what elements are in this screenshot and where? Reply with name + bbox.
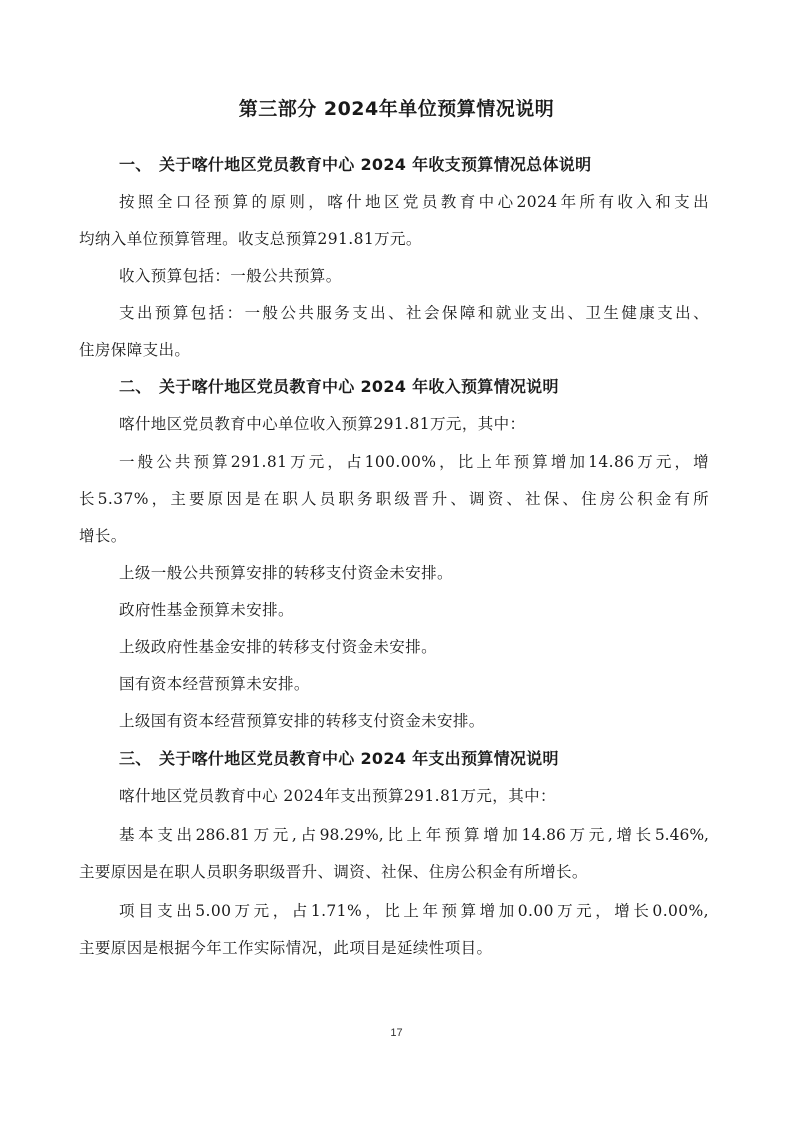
paragraph-line: 收入预算包括：一般公共预算。 <box>119 267 342 285</box>
section-heading-text: 关于喀什地区党员教育中心 2024 年支出预算情况说明 <box>159 749 559 768</box>
paragraph-line: 增长。 <box>79 527 127 545</box>
page-title: 第三部分 2024年单位预算情况说明 <box>238 98 555 120</box>
section-number: 一、 <box>119 155 152 174</box>
paragraph-line: 长5.37%，主要原因是在职人员职务职级晋升、调资、社保、住房公积金有所 <box>79 490 709 508</box>
paragraph-line: 项目支出5.00万元，占1.71%，比上年预算增加0.00万元，增长0.00%, <box>119 902 709 920</box>
paragraph-line: 均纳入单位预算管理。收支总预算291.81万元。 <box>79 230 422 248</box>
paragraph-line: 国有资本经营预算未安排。 <box>119 675 310 693</box>
section-number: 二、 <box>119 377 152 396</box>
paragraph-line: 喀什地区党员教育中心单位收入预算291.81万元，其中： <box>119 415 526 433</box>
paragraph-line: 政府性基金预算未安排。 <box>119 601 294 619</box>
section-heading-text: 关于喀什地区党员教育中心 2024 年收入预算情况说明 <box>159 377 559 396</box>
paragraph-line: 支出预算包括：一般公共服务支出、社会保障和就业支出、卫生健康支出、 <box>119 304 709 322</box>
section-number: 三、 <box>119 749 152 768</box>
paragraph-line: 按照全口径预算的原则，喀什地区党员教育中心2024年所有收入和支出 <box>119 193 709 211</box>
paragraph-line: 上级一般公共预算安排的转移支付资金未安排。 <box>119 564 453 582</box>
paragraph-line: 住房保障支出。 <box>79 341 191 359</box>
section-heading-2 <box>119 374 559 397</box>
paragraph-line: 基本支出286.81万元,占98.29%,比上年预算增加14.86万元,增长5.46%, <box>119 826 709 844</box>
section-heading-1 <box>119 152 591 175</box>
section-heading-text: 关于喀什地区党员教育中心 2024 年收支预算情况总体说明 <box>159 155 592 174</box>
page-number: 17 <box>390 1027 403 1039</box>
paragraph-line: 主要原因是根据今年工作实际情况，此项目是延续性项目。 <box>79 939 493 957</box>
paragraph-line: 喀什地区党员教育中心 2024年支出预算291.81万元，其中： <box>119 787 556 805</box>
section-heading-3 <box>119 746 559 769</box>
paragraph-line: 上级国有资本经营预算安排的转移支付资金未安排。 <box>119 712 485 730</box>
paragraph-line: 主要原因是在职人员职务职级晋升、调资、社保、住房公积金有所增长。 <box>79 863 588 881</box>
paragraph-line: 上级政府性基金安排的转移支付资金未安排。 <box>119 638 438 656</box>
paragraph-line: 一般公共预算291.81万元，占100.00%，比上年预算增加14.86万元，增 <box>119 453 709 471</box>
